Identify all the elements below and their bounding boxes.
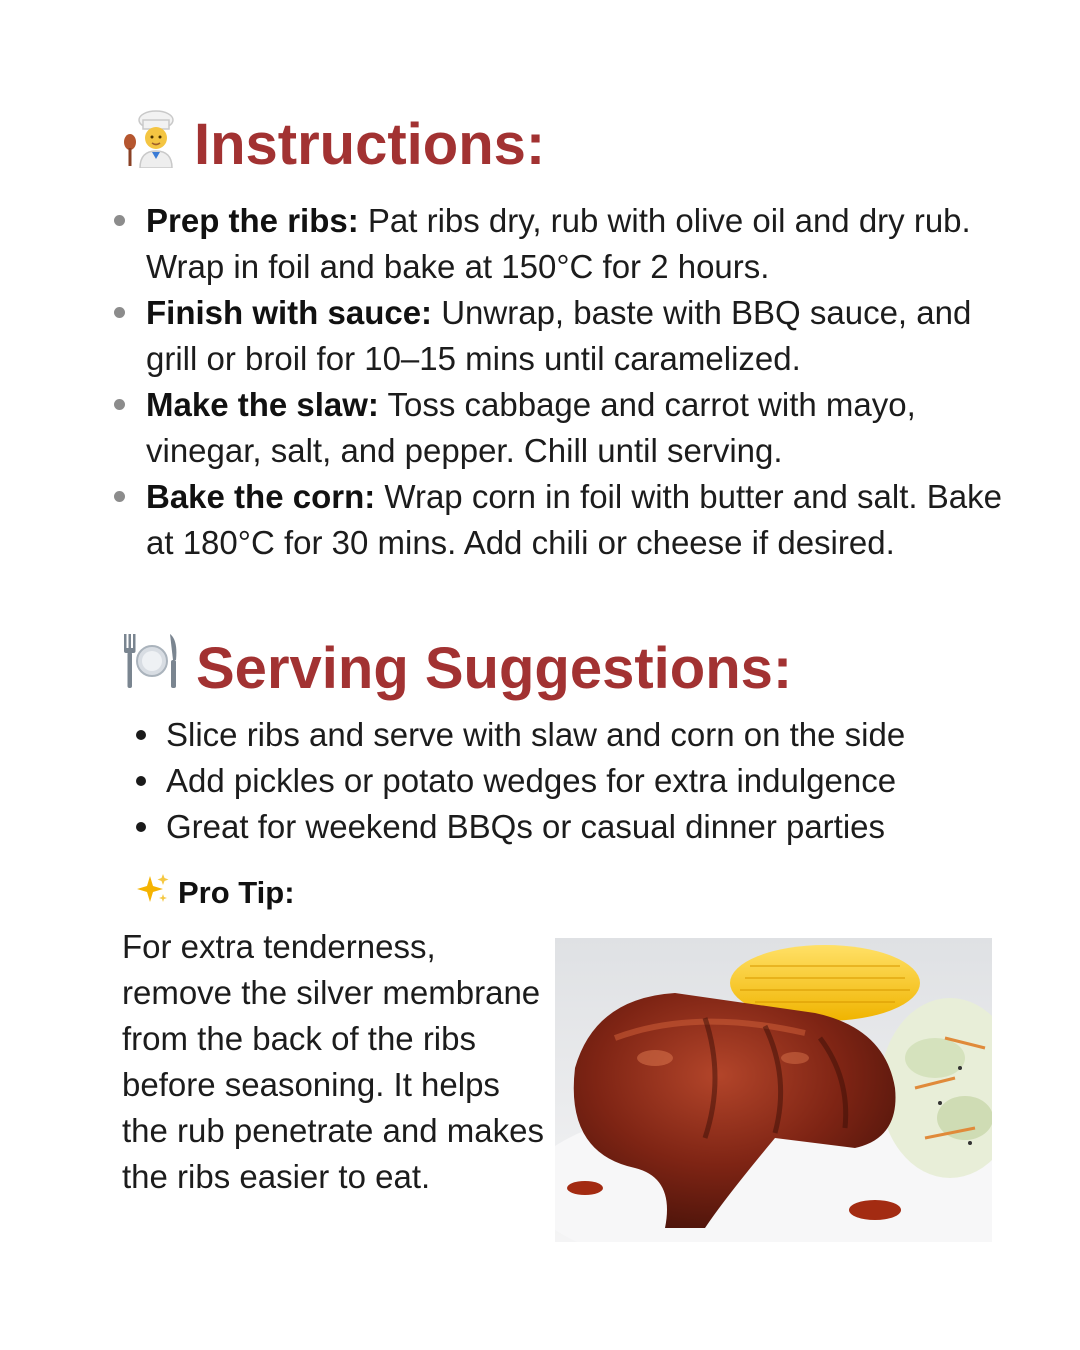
list-item xyxy=(110,198,1010,290)
serving-heading xyxy=(120,632,792,704)
ribs-photo xyxy=(555,938,992,1242)
list-item: Great for weekend BBQs or casual dinner parties xyxy=(132,804,1032,850)
sparkles-icon xyxy=(136,872,170,914)
pro-tip-heading xyxy=(136,872,295,914)
serving-title: Serving Suggestions: xyxy=(196,635,793,701)
instructions-list xyxy=(110,198,1010,566)
step-label: Bake the corn: xyxy=(146,478,376,515)
list-item xyxy=(110,474,1010,566)
step-text: Pat ribs dry, rub with olive oil and dry rub. Wrap in foil and bake at 150°C for 2 hours. xyxy=(146,202,971,285)
step-text: Wrap corn in foil with butter and salt. Bake at 180°C for 30 mins. Add chili or cheese if desired. xyxy=(146,478,1002,561)
serving-list xyxy=(132,712,1032,850)
step-label: Prep the ribs: xyxy=(146,202,359,239)
list-item: Slice ribs and serve with slaw and corn on the side xyxy=(132,712,1032,758)
instructions-title: Instructions: xyxy=(194,111,546,177)
pro-tip-title: Pro Tip: xyxy=(178,875,295,910)
step-label: Finish with sauce: xyxy=(146,294,433,331)
list-item: Add pickles or potato wedges for extra indulgence xyxy=(132,758,1032,804)
step-label: Make the slaw: xyxy=(146,386,379,423)
step-text: Toss cabbage and carrot with mayo, vinegar, salt, and pepper. Chill until serving. xyxy=(146,386,916,469)
plate-fork-knife-icon xyxy=(120,630,182,706)
pro-tip-text: For extra tenderness, remove the silver membrane from the back of the ribs before seasoning. It helps the rub penetrate and makes the ribs easier to eat. xyxy=(122,928,544,1195)
instructions-heading xyxy=(118,108,545,180)
chef-icon xyxy=(118,106,180,182)
list-item xyxy=(110,382,1010,474)
list-item xyxy=(110,290,1010,382)
step-text: Unwrap, baste with BBQ sauce, and grill or broil for 10–15 mins until caramelized. xyxy=(146,294,972,377)
